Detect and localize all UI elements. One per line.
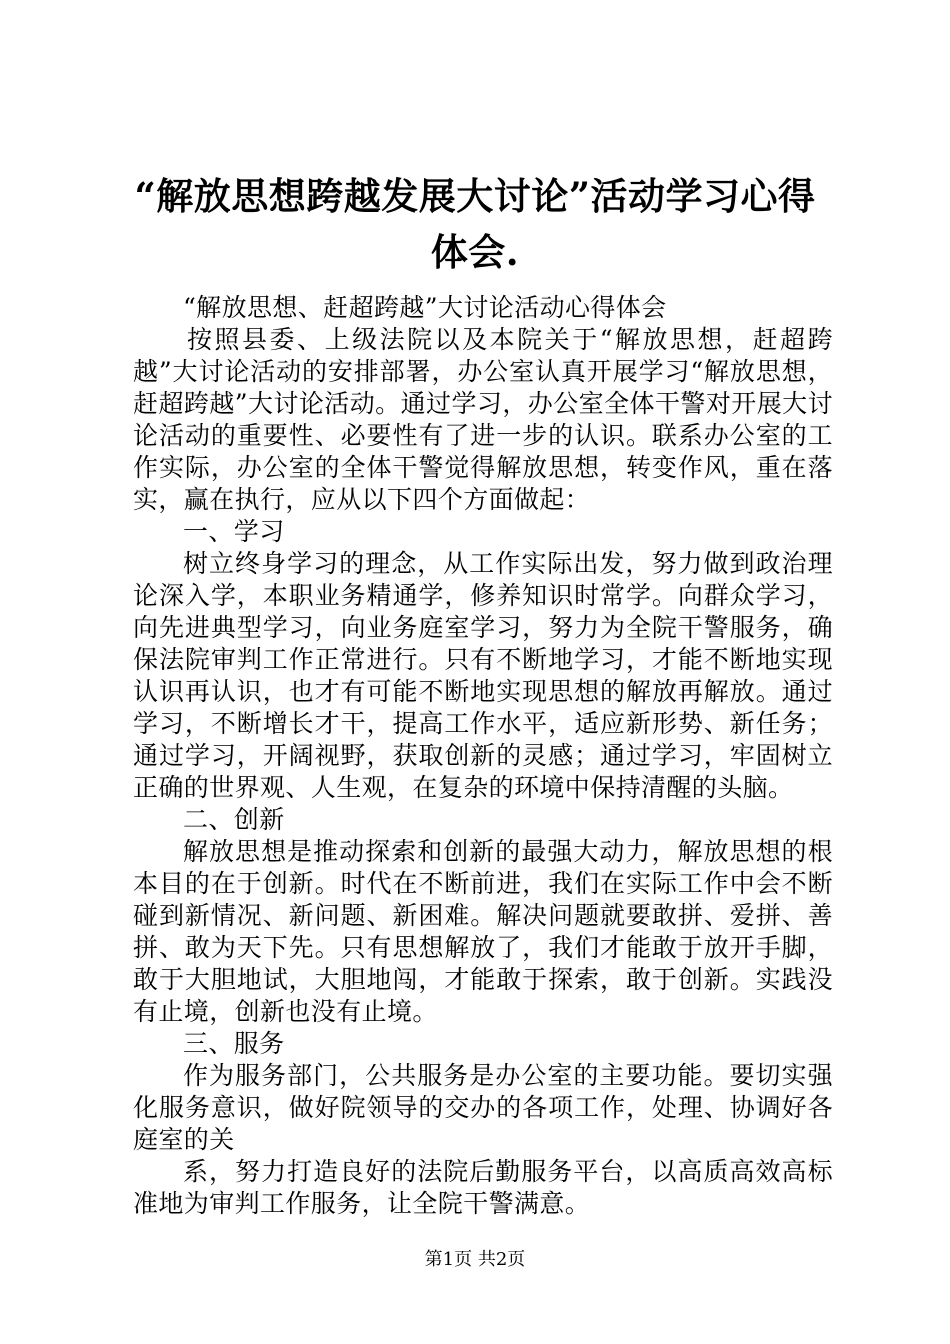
- section-heading-service: 三、服务: [183, 1029, 285, 1058]
- page-footer: 第1页 共2页: [424, 1249, 526, 1270]
- section-heading-innovation: 二、创新: [183, 805, 285, 834]
- paragraph-service-part1: 作为服务部门，公共服务是办公室的主要功能。要切实强化服务意识，做好院领导的交办的各项工作，处理、协调好各庭室的关: [133, 1061, 833, 1154]
- paragraph-study: 树立终身学习的理念，从工作实际出发，努力做到政治理论深入学，本职业务精通学，修养知识时常学。向群众学习，向先进典型学习，向业务庭室学习，努力为全院干警服务，确保法院审判工作正常进行。只有不断地学习，才能不断地实现认识再认识，也才有可能不断地实现思想的解放再解放。通过学习，不断增长才干，提高工作水平，适应新形势、新任务；通过学习，开阔视野，获取创新的灵感；通过学习，牢固树立正确的世界观、人生观，在复杂的环境中保持清醒的头脑。: [133, 549, 833, 802]
- document-body: [133, 292, 833, 1220]
- section-heading-study: 一、学习: [183, 517, 285, 546]
- paragraph-intro: 按照县委、上级法院以及本院关于“解放思想，赶超跨越”大讨论活动的安排部署，办公室认真开展学习“解放思想，赶超跨越”大讨论活动。通过学习，办公室全体干警对开展大讨论活动的重要性、必要性有了进一步的认识。联系办公室的工作实际，办公室的全体干警觉得解放思想，转变作风，重在落实，赢在执行，应从以下四个方面做起：: [133, 325, 833, 514]
- document-title: “解放思想跨越发展大讨论”活动学习心得体会.: [134, 174, 816, 274]
- paragraph-innovation: 解放思想是推动探索和创新的最强大动力，解放思想的根本目的在于创新。时代在不断前进，我们在实际工作中会不断碰到新情况、新问题、新困难。解决问题就要敢拼、爱拼、善拼、敢为天下先。只有思想解放了，我们才能敢于放开手脚，敢于大胆地试，大胆地闯，才能敢于探索，敢于创新。实践没有止境，创新也没有止境。: [133, 837, 833, 1026]
- paragraph-service-part2: 系，努力打造良好的法院后勤服务平台，以高质高效高标准地为审判工作服务，让全院干警满意。: [133, 1157, 833, 1218]
- document-subtitle: “解放思想、赶超跨越”大讨论活动心得体会: [183, 293, 667, 322]
